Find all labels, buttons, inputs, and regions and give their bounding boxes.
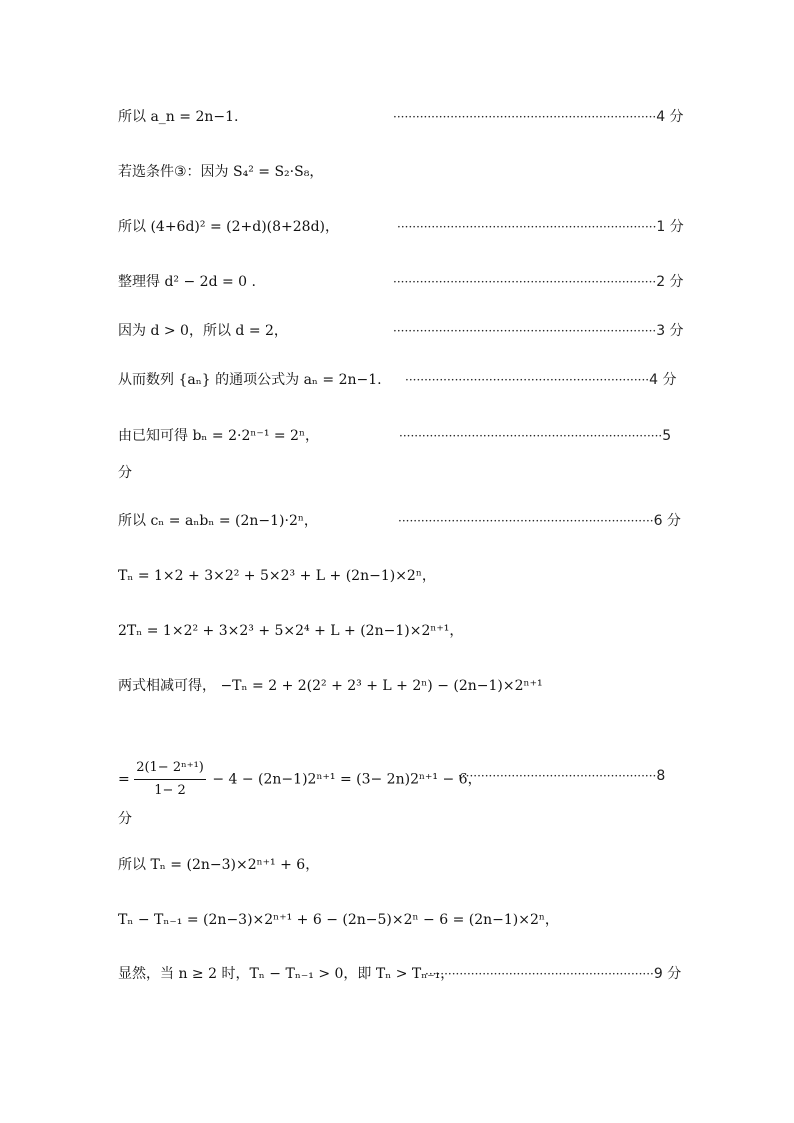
step-math: d > 0，所以 d = 2， — [150, 323, 288, 339]
score: 4 分 — [656, 109, 684, 125]
step-prefix: 分 — [118, 811, 132, 827]
dot-leader — [393, 107, 684, 127]
fraction-denominator: 1− 2 — [154, 783, 186, 798]
fraction — [134, 758, 206, 801]
step-prefix: 若选条件③：因为 — [118, 164, 229, 180]
step-math: − 4 − (2n−1)2ⁿ⁺¹ = (3− 2n)2ⁿ⁺¹ − 6， — [212, 771, 482, 788]
step-prefix: 整理得 — [118, 274, 160, 290]
step-line — [118, 321, 288, 341]
score: 9 分 — [653, 966, 682, 982]
step-prefix: 所以 — [118, 109, 146, 125]
fraction-numerator: 2(1− 2ⁿ⁺¹) — [134, 758, 206, 780]
step-math: Tₙ = (2n−3)×2ⁿ⁺¹ + 6， — [150, 857, 320, 873]
dots: ··································································· — [398, 514, 654, 528]
step-line — [118, 370, 382, 390]
score: 3 分 — [656, 323, 684, 339]
step-line — [118, 511, 318, 531]
step-math: S₄² = S₂·S₈， — [233, 164, 324, 180]
step-prefix: 由已知可得 — [118, 428, 188, 444]
step-line — [118, 855, 319, 875]
step-math: Tₙ − Tₙ₋₁ = (2n−3)×2ⁿ⁺¹ + 6 − (2n−5)×2ⁿ − 6 = (2n−1)×2ⁿ， — [118, 912, 559, 928]
step-math: −Tₙ = 2 + 2(2² + 2³ + L + 2ⁿ) − (2n−1)×2ⁿ⁺¹ — [220, 678, 543, 694]
dot-leader — [399, 426, 671, 446]
step-math: a_n = 2n−1. — [150, 109, 239, 125]
step-prefix: 所以 — [118, 219, 146, 235]
step-math: {aₙ} 的通项公式为 aₙ = 2n−1. — [178, 372, 382, 388]
dots: ···························································· — [425, 967, 654, 981]
step-prefix: 分 — [118, 465, 132, 481]
step-line — [118, 809, 132, 829]
step-line — [118, 621, 463, 641]
dot-leader — [393, 272, 684, 292]
dots: ···································································· — [397, 220, 657, 234]
dots: ···················································· — [458, 769, 657, 783]
dots: ····································································· — [399, 429, 663, 443]
step-prefix: 从而数列 — [118, 372, 174, 388]
step-line — [118, 910, 559, 930]
step-math: Tₙ = 1×2 + 3×2² + 5×2³ + L + (2n−1)×2ⁿ， — [118, 568, 436, 584]
step-line — [118, 463, 132, 483]
step-line — [118, 272, 256, 292]
step-line — [118, 758, 482, 801]
score: 4 分 — [649, 372, 677, 388]
score: 5 — [662, 428, 672, 444]
dot-leader — [397, 217, 684, 237]
dot-leader — [393, 321, 684, 341]
step-math: bₙ = 2·2ⁿ⁻¹ = 2ⁿ， — [192, 428, 320, 444]
score: 2 分 — [656, 274, 684, 290]
step-prefix: 所以 — [118, 857, 146, 873]
dot-leader — [398, 511, 681, 531]
dots: ····································································· — [393, 275, 657, 289]
score: 6 分 — [653, 513, 681, 529]
step-line — [118, 566, 436, 586]
step-prefix: 两式相减可得， — [118, 678, 216, 694]
step-line — [118, 162, 323, 182]
step-math: (4+6d)² = (2+d)(8+28d)， — [150, 219, 339, 235]
equals-sign: = — [118, 771, 130, 788]
step-prefix: 因为 — [118, 323, 146, 339]
dots: ····································································· — [393, 110, 657, 124]
step-prefix: 显然，当 — [118, 966, 174, 982]
step-math: n ≥ 2 时，Tₙ − Tₙ₋₁ > 0，即 Tₙ > Tₙ₋₁， — [178, 966, 455, 982]
step-line — [118, 964, 454, 984]
dot-leader — [405, 370, 676, 390]
dot-leader — [458, 766, 665, 786]
score: 1 分 — [656, 219, 684, 235]
step-prefix: 所以 — [118, 513, 146, 529]
step-math: cₙ = aₙbₙ = (2n−1)·2ⁿ， — [150, 513, 318, 529]
score: 8 — [656, 768, 666, 784]
step-line — [118, 107, 238, 127]
step-line — [118, 676, 543, 696]
step-line — [118, 426, 319, 446]
dots: ································································ — [405, 373, 650, 387]
dot-leader — [425, 964, 681, 984]
step-line — [118, 217, 339, 237]
dots: ····································································· — [393, 324, 657, 338]
step-math: 2Tₙ = 1×2² + 3×2³ + 5×2⁴ + L + (2n−1)×2ⁿ⁺¹， — [118, 623, 464, 639]
step-math: d² − 2d = 0 . — [164, 274, 256, 290]
